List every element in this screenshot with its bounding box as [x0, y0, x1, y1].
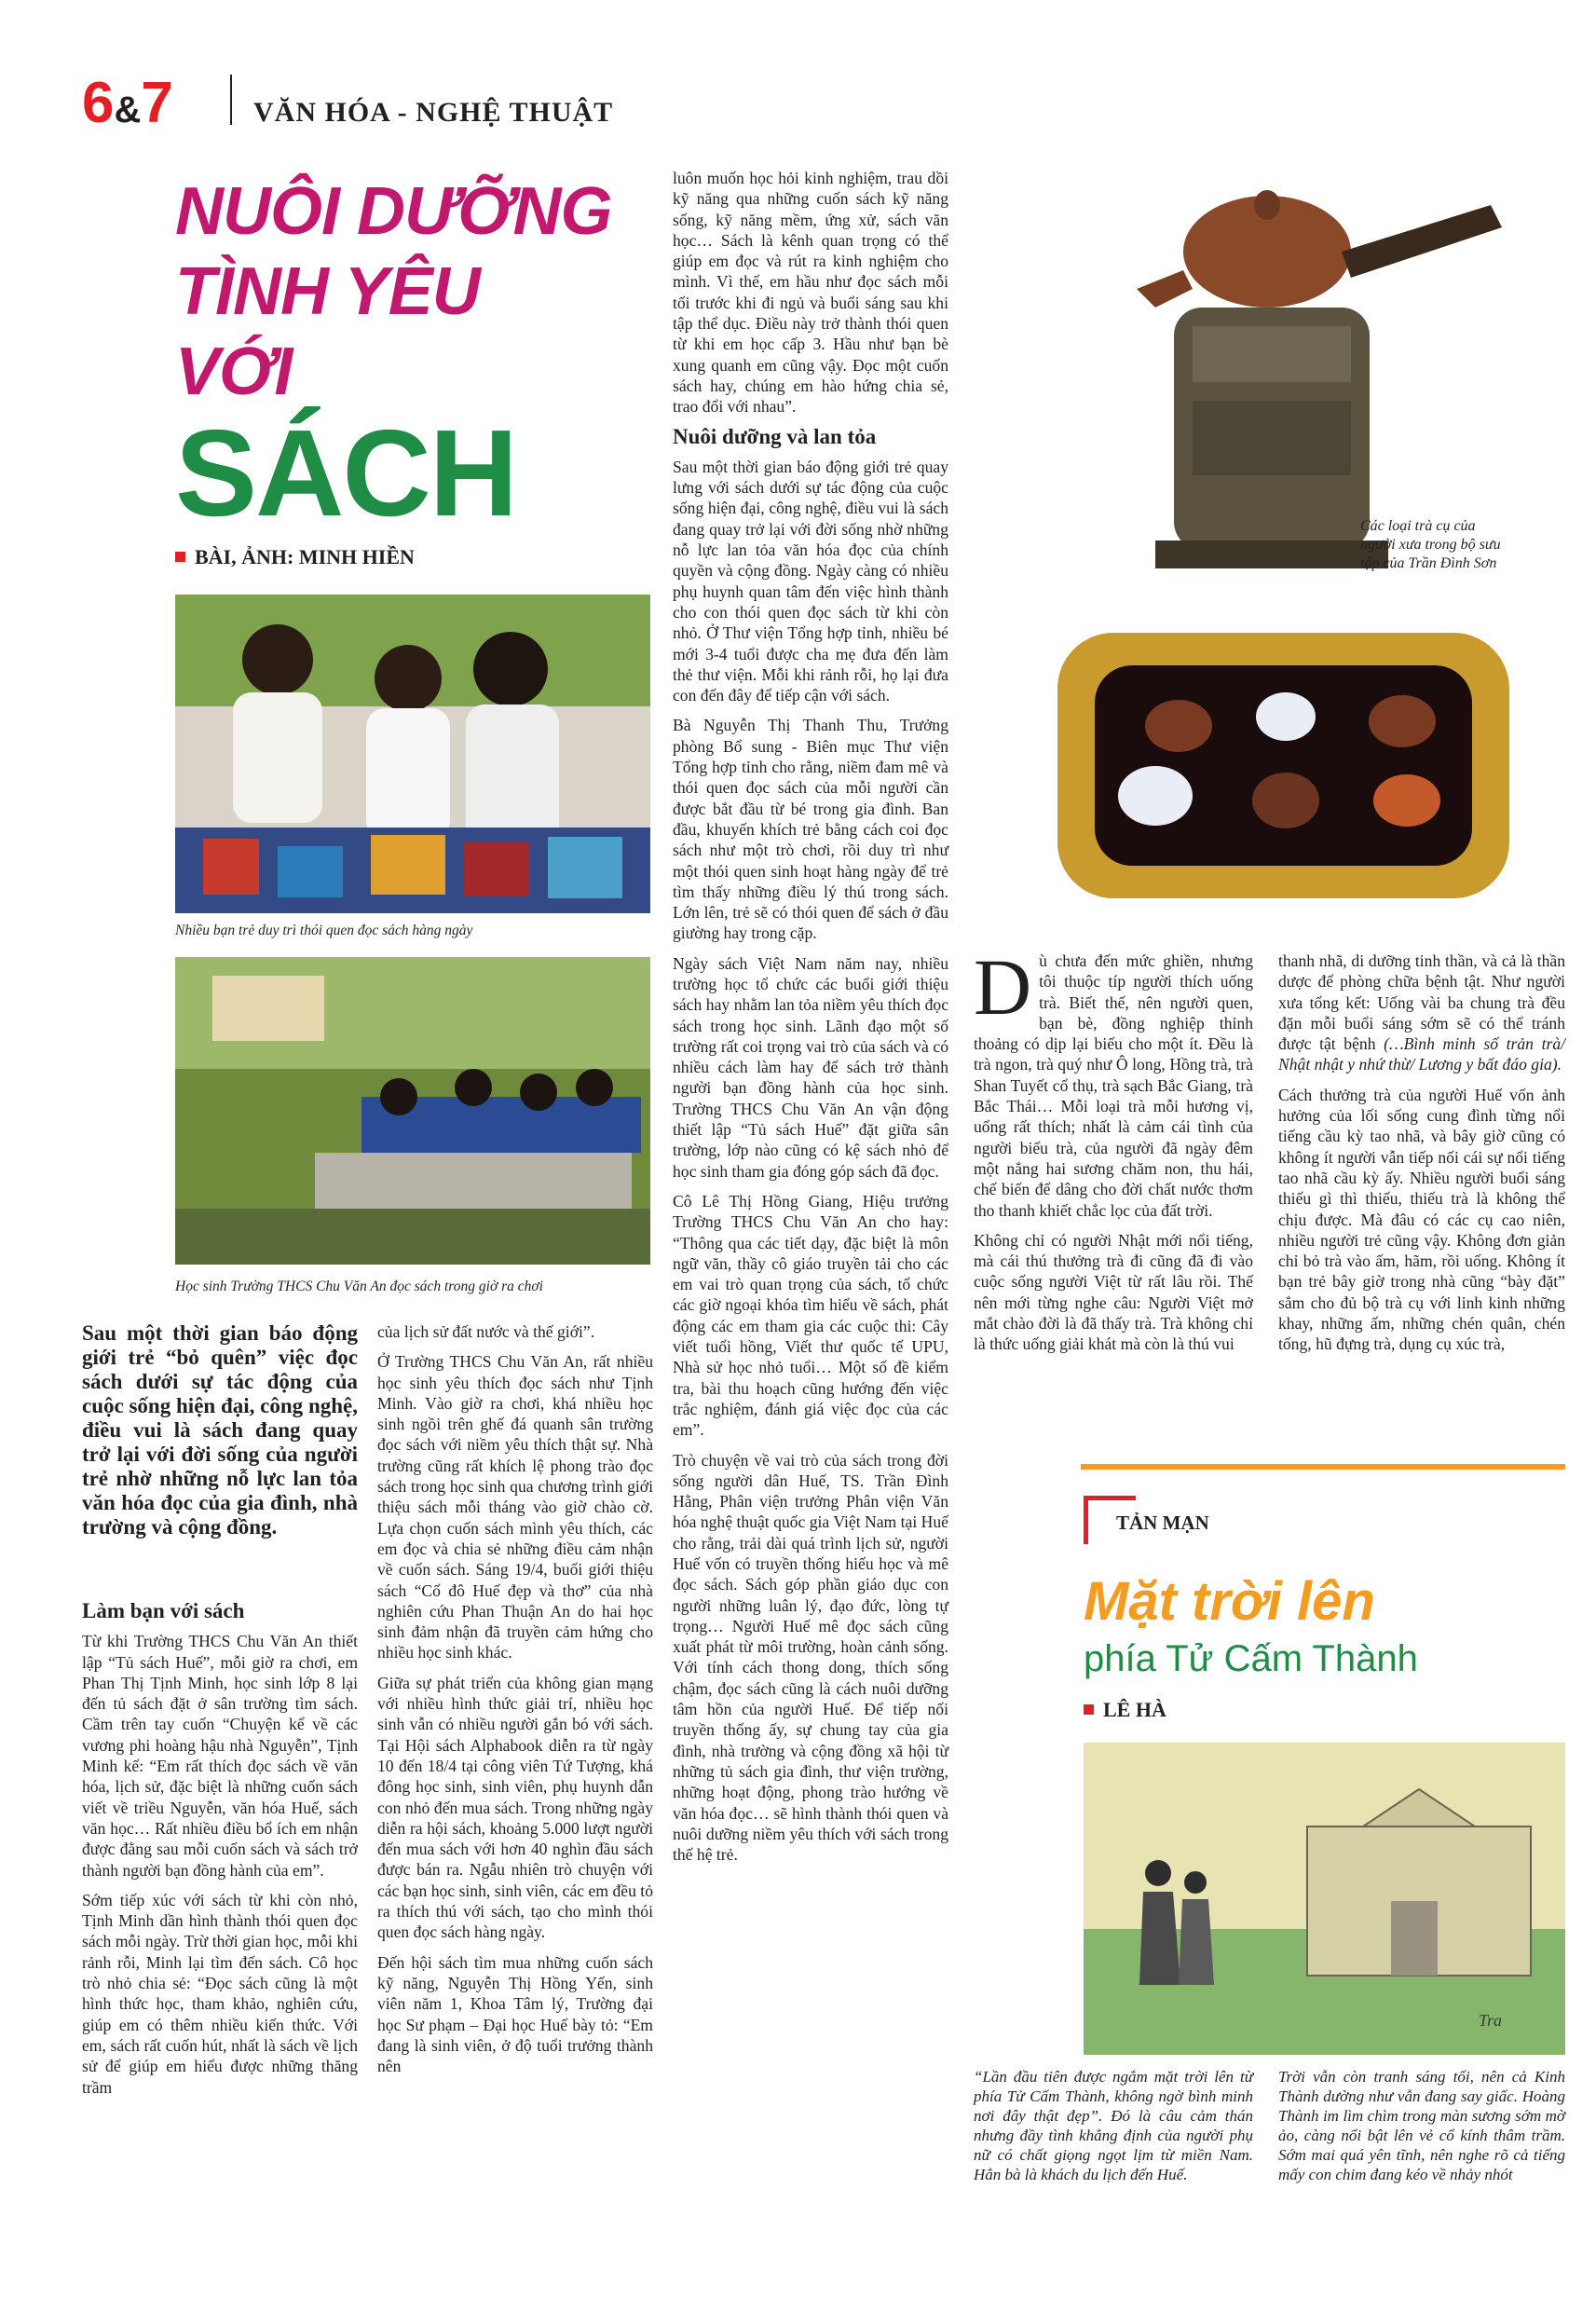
title-line-1: NUÔI DƯỠNG — [175, 174, 612, 249]
col3-paragraph-6: Trò chuyện về vai trò của sách trong đời sống người dân Huế, TS. Trần Đình Hằng, Phân viện trưởng Phân viện Văn hóa nghệ thuật quốc gia Việt Nam tại Huế cho rằng, trải dài quá trình lịch sử, người Huế vốn có truyền thống hiếu học và mê đọc sách. Sách góp phần giáo dục con người những luân lý, đạo đức, lòng tự trọng… Người Huế mê đọc sách cũng xuất phát từ môi trường, hoàn cảnh sống. Với tính cách thong dong, thích sống chậm, đọc sách cũng là cách nuôi dưỡng tâm hồn của người Huế. Để tiếp nối truyền thống ấy, sự chung tay của gia đình, nhà trường và cộng đồng xã hội từ những tủ sách gia đình, thư viện trường, những hoạt động, phong trào hướng về văn hóa đọc… sẽ hình thành thói quen và nuôi dưỡng niềm yêu thích với sách trong thế hệ trẻ. — [673, 1450, 948, 1865]
lead-paragraph: Sau một thời gian báo động giới trẻ “bỏ quên” việc đọc sách dưới sự tác động của cuộc sống hiện đại, công nghệ, điều vui là sách đang quay trở lại với đời sống của người trẻ nhờ những nỗ lực lan tỏa văn hóa đọc của gia đình, nhà trường và cộng đồng. — [82, 1321, 358, 1539]
photo-young-readers-art — [175, 595, 650, 913]
title-line-2: TÌNH YÊU — [175, 254, 480, 329]
header-divider — [230, 75, 232, 125]
photo-tea-tray — [1053, 628, 1514, 903]
tea-paragraph-3: thanh nhã, di dưỡng tinh thần, và cả là thần dược để phòng chữa bệnh tật. Như người xưa tổng kết: Uống vài ba chung trà đều đặn mỗi buổi sáng sớm sẽ có thể tránh được tật bệnh (…Bình minh số trản trà/ Nhật nhật y nhứ thừ/ Lương y bất đáo gia). — [1278, 951, 1566, 1074]
tanman-byline: LÊ HÀ — [1084, 1698, 1166, 1722]
tea-column-2 — [1278, 951, 1565, 1364]
col2-paragraph-4: Đến hội sách tìm mua những cuốn sách kỹ năng, Nguyễn Thị Hồng Yến, sinh viên năm 1, Khoa Tâm lý, Trường đại học Sư phạm – Đại học Huế bày tỏ: “Em đang là sinh viên, ở độ tuổi trưởng thành nên — [377, 1952, 653, 2076]
drop-cap: D — [974, 942, 1032, 1032]
article-title — [175, 171, 612, 541]
column-1 — [82, 1595, 358, 2107]
photo-teapot-stove-art — [1118, 168, 1509, 578]
tea-column-1 — [974, 942, 1253, 1364]
caption-tea-set: Các loại trà cụ của người xưa trong bộ sưu tập của Trần Đình Sơn — [1360, 518, 1501, 571]
tea-paragraph-1: Dù chưa đến mức ghiền, nhưng tôi thuộc típ người thích uống trà. Biết thế, nên người quen, bạn bè, đồng nghiệp thỉnh thoảng có dịp lại biếu cho một ít. Đều là trà ngon, trà quý như Ô long, Hồng trà, trà Shan Tuyết cổ thụ, trà sạch Bắc Giang, trà Bắc Thái… Mỗi loại trà mỗi hương vị, uống rất thích; nhất là cảm cái tình của người biếu trà, của người đã ngày đêm một nắng hai sương chăm non, thu hái, chế biến để dâng cho đời chất nước thơm tho thanh khiết chắc lọc của đất trời. — [974, 942, 1253, 1220]
col3-paragraph-4: Ngày sách Việt Nam năm nay, nhiều trường học tổ chức các buổi giới thiệu sách hay nhằm lan tỏa niềm yêu thích đọc sách trong học sinh. Lãnh đạo một số trường rất coi trọng vai trò của sách và có nhiều cách làm hay để sách trở thành người bạn đồng hành của học sinh. Trường THCS Chu Văn An vận động thiết lập “Tủ sách Huế” đặt giữa sân trường, lớp nào cũng có kệ sách nhỏ để học sinh tham gia đóng góp sách đã đọc. — [673, 953, 948, 1181]
caption-photo-1: Nhiều bạn trẻ duy trì thói quen đọc sách hàng ngày — [175, 923, 473, 938]
section-title: VĂN HÓA - NGHỆ THUẬT — [253, 97, 614, 128]
byline: BÀI, ẢNH: MINH HIỀN — [175, 545, 415, 569]
photo-tea-tray-art — [1053, 628, 1514, 903]
subhead-nuoi-duong: Nuôi dưỡng và lan tỏa — [673, 424, 877, 448]
tanman-label: TẢN MẠN — [1116, 1512, 1209, 1534]
caption-photo-2: Học sinh Trường THCS Chu Văn An đọc sách trong giờ ra chơi — [175, 1279, 543, 1294]
col3-paragraph-3: Bà Nguyễn Thị Thanh Thu, Trưởng phòng Bổ sung - Biên mục Thư viện Tổng hợp tỉnh cho rằng, niềm đam mê và thói quen đọc sách của mỗi người cần được bắt đầu từ bé trong gia đình. Ban đầu, khuyến khích trẻ bằng cách coi đọc sách như một trò chơi, rồi duy trì như một thói quen sinh hoạt hàng ngày để trẻ tìm thấy những điều lý thú trong sách. Lớn lên, trẻ sẽ có thói quen để sách ở đầu giường hay trong cặp. — [673, 716, 948, 943]
illustration-citadel — [1084, 1743, 1565, 2055]
illustration-signature: Tra — [1479, 2011, 1503, 2030]
col2-paragraph-3: Giữa sự phát triển của không gian mạng với nhiều hình thức giải trí, nhiều học sinh vẫn có nhiều người gắn bó với sách. Tại Hội sách Alphabook diễn ra từ ngày 10 đến 18/4 tại công viên Tứ Tượng, khá đông học sinh, sinh viên, phụ huynh dẫn con nhỏ đến mua sách. Trong những ngày diễn ra hội sách, khoảng 5.000 lượt người đến mua sách với hơn 40 nghìn đầu sách được bán ra. Ngẫu nhiên trò chuyện với các bạn học sinh, sinh viên, các em đều tỏ ra thích thú với sách, tạo cho mình thói quen đọc sách hàng ngày. — [377, 1673, 653, 1942]
photo-students-reading — [175, 957, 650, 1265]
photo-students-reading-art — [175, 957, 650, 1265]
tanman-text-right: Trời vẫn còn tranh sáng tối, nên cả Kinh Thành dường như vẫn đang say giấc. Hoàng Thành im lìm chìm trong màn sương sớm mờ ảo, càng nổi bật lên vẻ cổ kính thâm trầm. Sớm mai quá yên tĩnh, nên nghe rõ cả tiếng mấy con chim đang kéo về nhảy nhót — [1278, 2068, 1565, 2183]
tea-paragraph-2: Không chỉ có người Nhật mới nổi tiếng, mà cái thú thưởng trà đi cũng đã đi vào cuộc sống người Việt từ rất lâu rồi. Thế nên mới từng nghe câu: Người Việt mở mắt chào đời là đã thấy trà. Trà không chỉ là thức uống giải khát mà còn là thú vui — [974, 1230, 1253, 1354]
col3-paragraph-2: Sau một thời gian báo động giới trẻ quay lưng với sách dưới sự tác động của cuộc sống hiện đại, công nghệ, điều vui là sách đang quay trở lại với đời sống nhờ những nỗ lực lan tỏa văn hóa đọc của chính quyền và cộng đồng. Ngày càng có nhiều phụ huynh quan tâm đến việc hình thành cho con thói quen đọc sách từ khi còn nhỏ. Ở Thư viện Tổng hợp tỉnh, nhiều bé mới 3-4 tuổi được cha mẹ đưa đến làm thẻ thư viện. Mỗi khi rảnh rỗi, họ lại đưa con đến đây để tiếp cận với sách. — [673, 457, 948, 705]
title-line-4: SÁCH — [175, 404, 517, 541]
col3-paragraph-5: Cô Lê Thị Hồng Giang, Hiệu trưởng Trường THCS Chu Văn An cho hay: “Thông qua các tiết dạy, đặc biệt là môn ngữ văn, thầy cô giáo truyền tải cho các em vai trò quan trọng của sách, tổ chức các giờ ngoại khóa tìm hiểu về sách, phát động các em tham gia các cuộc thi: Cây viết tuổi hồng, Viết thư quốc tế UPU, Nhà sử học nhỏ tuổi… Một số đề kiểm tra, bài thu hoạch cũng hướng đến việc trắc nghiệm, đánh giá việc đọc của các em”. — [673, 1191, 948, 1440]
tea-quote: (…Bình minh số trản trà/ Nhật nhật y nhứ thừ/ Lương y bất đáo gia). — [1278, 1034, 1566, 1074]
tanman-rule — [1081, 1464, 1565, 1470]
photo-teapot-stove — [1118, 168, 1509, 578]
tea-paragraph-4: Cách thưởng trà của người Huế vốn ảnh hưởng của lối sống cung đình từng nổi tiếng cầu kỳ tao nhã, và bây giờ cũng có không ít người vẫn tiếp nối cái sự nổi tiếng tao nhã cầu kỳ ấy. Nhiều người buổi sáng thiếu gì thì thiếu, thiếu trà là không thể chịu được. Mà đâu có các cụ cao niên, nhiều người trẻ cũng vậy. Không đơn giản chỉ bỏ trà vào ấm, hãm, rồi uống. Không ít bạn trẻ bây giờ trong nhà cũng “bày đặt” sắm cho đủ bộ trà cụ với linh kinh những khay, những ấm, những chén quân, chén tống, hũ đựng trà, dụng cụ xúc trà, — [1278, 1085, 1565, 1354]
tanman-title-2: phía Tử Cấm Thành — [1084, 1638, 1418, 1679]
column-3 — [673, 168, 948, 1874]
tanman-text-left: “Lần đầu tiên được ngắm mặt trời lên từ phía Tử Cấm Thành, không ngờ bình minh nơi đây thật đẹp”. Đó là câu cảm thán nhưng đầy tình khẳng định của người phụ nữ có chất giọng ngọt lịm từ miền Nam. Hẳn bà là khách du lịch đến Huế. — [974, 2068, 1253, 2183]
page-number — [82, 71, 173, 135]
page-b: 7 — [141, 71, 173, 135]
col2-paragraph-2: Ở Trường THCS Chu Văn An, rất nhiều học sinh yêu thích đọc sách như Tịnh Minh. Vào giờ ra chơi, khá nhiều học sinh ngồi trên ghế đá quanh sân trường đọc sách với niềm yêu thích thật sự. Nhà trường cũng rất khích lệ phong trào đọc sách trong học sinh qua chương trình giới thiệu sách mỗi tháng vào giờ chào cờ. Lựa chọn cuốn sách mình yêu thích, các em đọc và chia sẻ những điều cảm nhận về cuốn sách. Sáng 19/4, buổi giới thiệu sách “Cố đô Huế đẹp và thơ” của nhà nghiên cứu Phan Thuận An do hai học sinh đảm nhận đã truyền cảm hứng cho nhiều học sinh khác. — [377, 1352, 653, 1662]
page-amp: & — [114, 89, 142, 130]
tanman-title-1: Mặt trời lên — [1084, 1571, 1375, 1632]
title-line-3: VỚI — [175, 335, 293, 409]
page-a: 6 — [82, 71, 115, 135]
col3-paragraph-1: luôn muốn học hỏi kinh nghiệm, trau dồi kỹ năng qua những cuốn sách kỹ năng sống, kỹ năng mềm, ứng xử, sách văn học… Sách là kênh quan trọng có thể giúp em đọc và rút ra kinh nghiệm cho mình. Vì thế, em hầu như đọc sách mỗi tối trước khi đi ngủ và buổi sáng sau khi tập thể dục. Điều này trở thành thói quen từ khi em học cấp 3. Hầu như bạn bè xung quanh em cũng vậy. Đọc một cuốn sách hay, chúng em hào hứng chia sẻ, trao đổi với nhau”. — [673, 169, 948, 417]
col2-paragraph-1: của lịch sử đất nước và thế giới”. — [377, 1322, 595, 1341]
photo-young-readers — [175, 595, 650, 913]
col1-paragraph-2: Sớm tiếp xúc với sách từ khi còn nhỏ, Tịnh Minh dần hình thành thói quen đọc sách mỗi ngày. Trừ thời gian học, mỗi khi rảnh rỗi, Minh lại tìm đến sách. Cô học trò nhỏ chia sẻ: “Đọc sách cũng là một hình thức học, tham khảo, nghiên cứu, giúp em có thêm nhiều kiến thức. Với em, sách rất cuốn hút, nhất là sách về lịch sử để giúp em hiểu được những thăng trầm — [82, 1890, 358, 2097]
illustration-citadel-art — [1084, 1743, 1565, 2055]
column-2 — [377, 1321, 653, 2086]
subhead-lam-ban: Làm bạn với sách — [82, 1599, 245, 1622]
col1-paragraph-1: Từ khi Trường THCS Chu Văn An thiết lập “Tủ sách Huế”, mỗi giờ ra chơi, em Phan Thị Tịnh Minh, học sinh lớp 8 lại đến tủ sách đặt ở sân trường tìm sách. Cầm trên tay cuốn “Chuyện kể về các vương phi hoàng hậu nhà Nguyễn”, Tịnh Minh kể: “Em rất thích đọc sách về văn hóa, lịch sử, đặc biệt là những cuốn sách viết về triều Nguyễn, văn hóa Huế, sách văn học… Rất nhiều điều bổ ích em nhận được đằng sau mỗi cuốn sách và sách trở thành người bạn đồng hành của em”. — [82, 1632, 358, 1880]
